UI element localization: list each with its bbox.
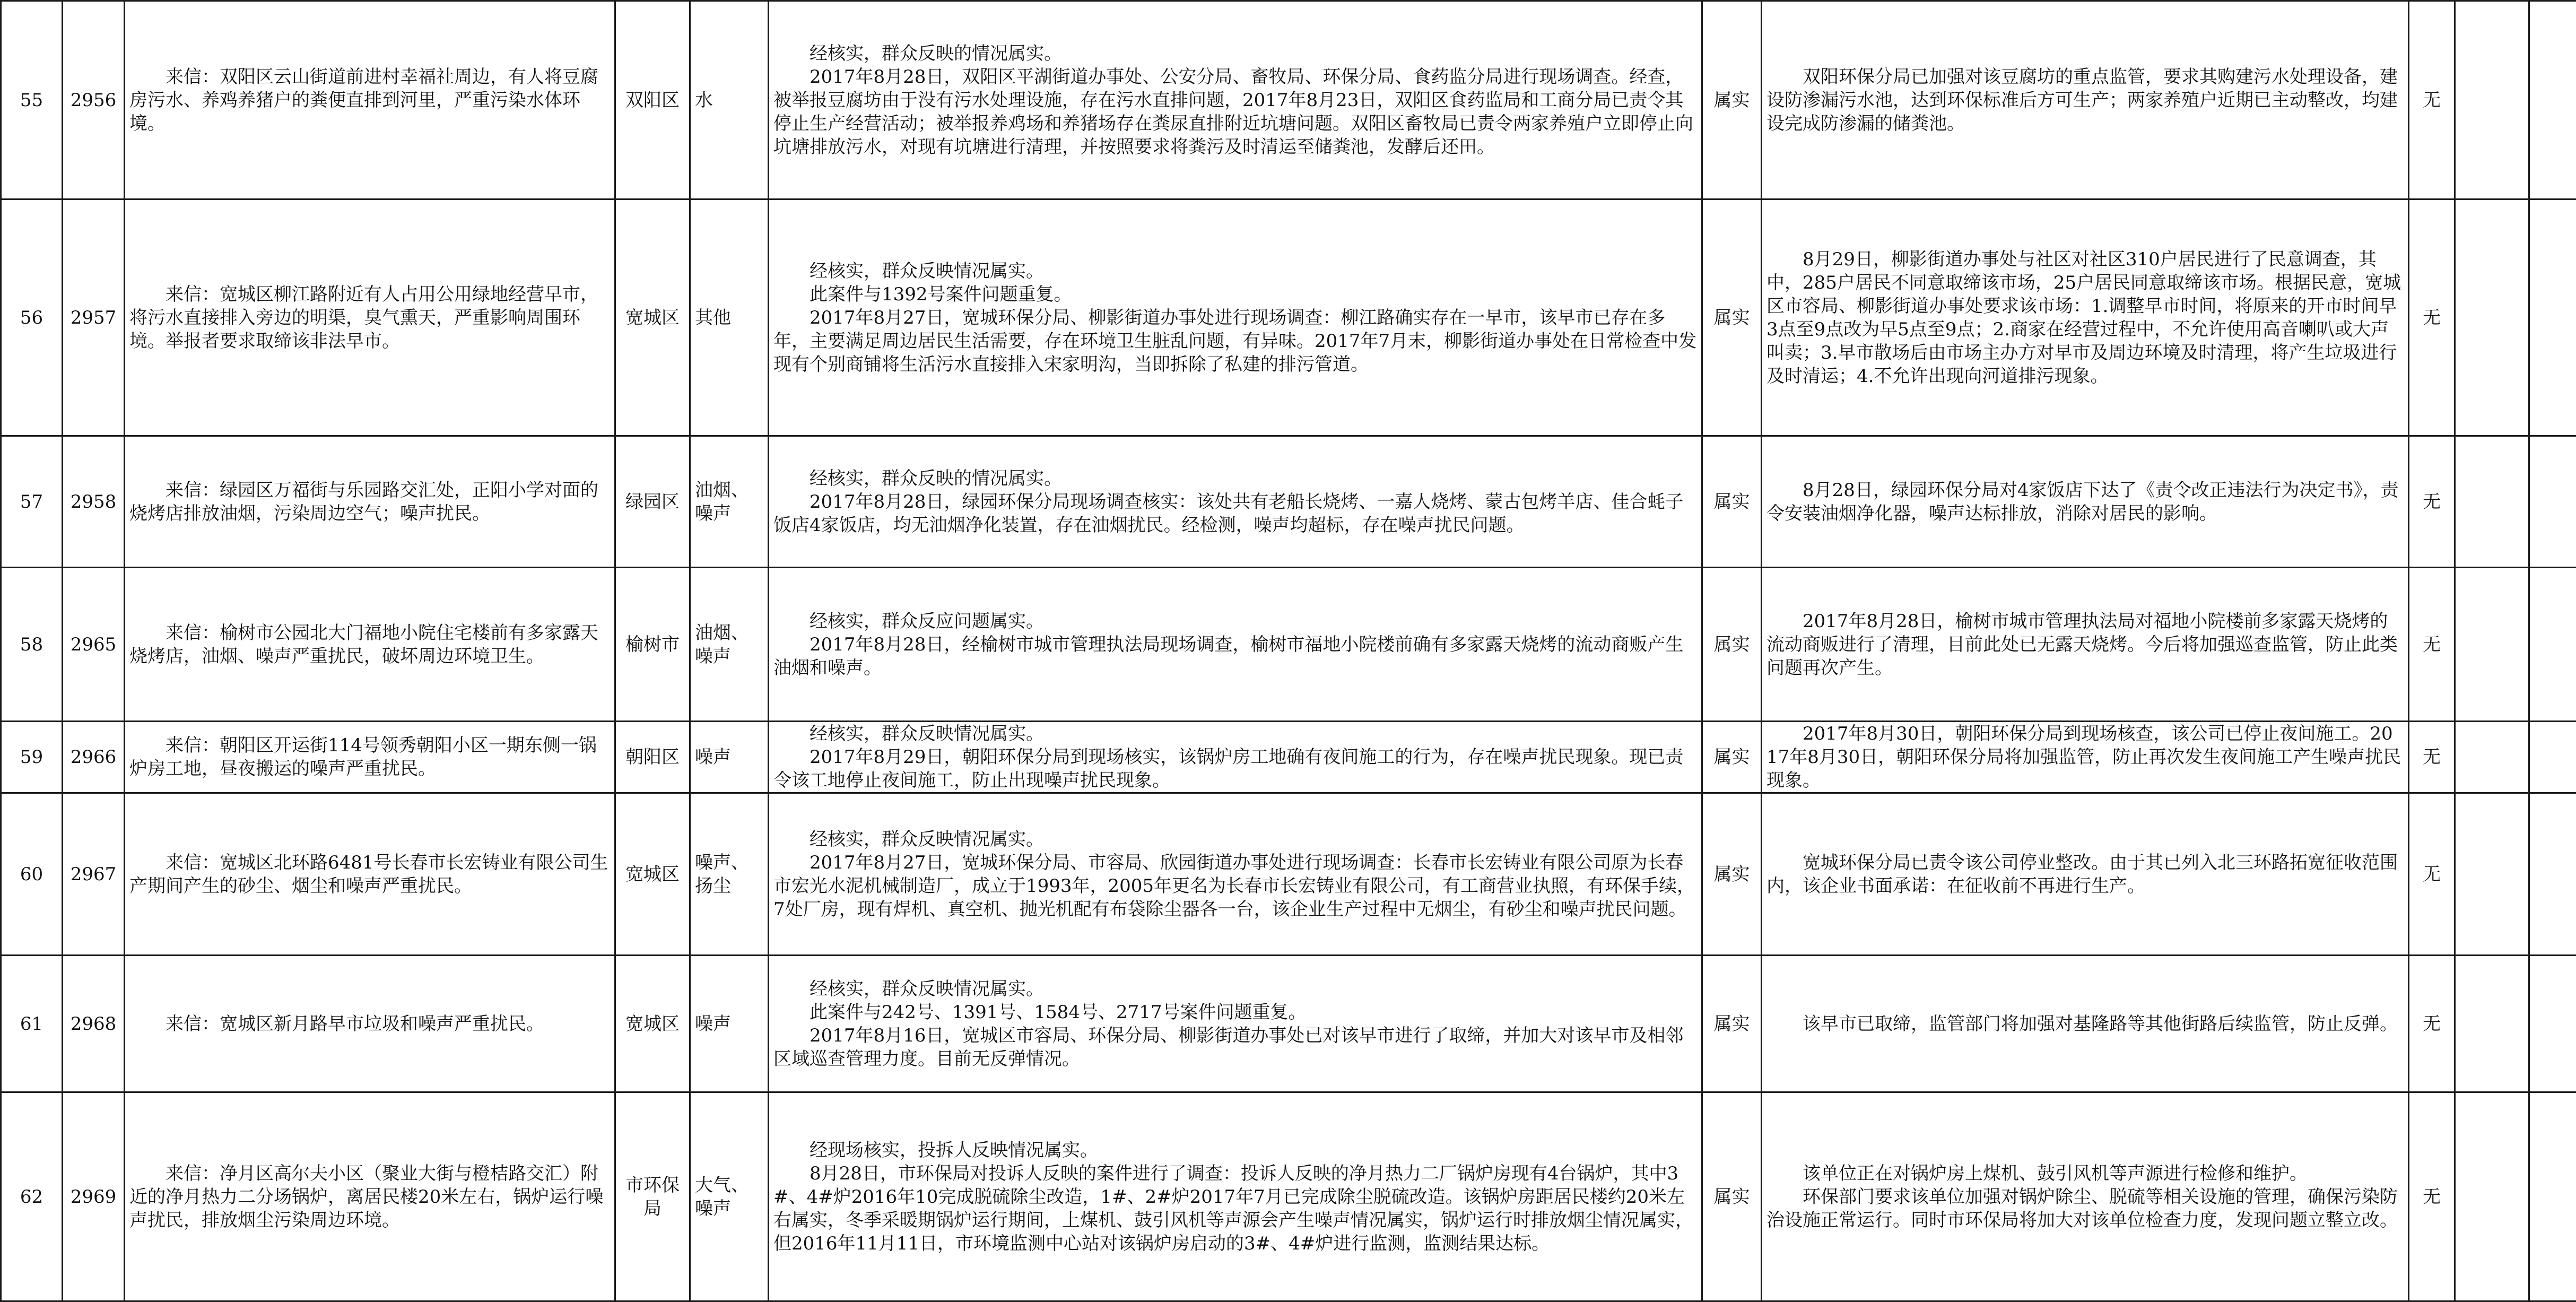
handling-cell — [1762, 199, 2409, 436]
handling-paragraph: 双阳环保分局已加强对该豆腐坊的重点监管，要求其购建污水处理设备，建设防渗漏污水池，达到环保标准后方可生产；两家养殖户近期已主动整改，均建设完成防渗漏的储粪池。 — [1766, 65, 2404, 135]
district-text: 宽城区 — [625, 307, 680, 328]
complaint-text: 来信：朝阳区开运街114号领秀朝阳小区一期东侧一锅炉房工地，昼夜搬运的噪声严重扰民。 — [129, 734, 610, 780]
district-cell — [615, 722, 690, 793]
no-text: 61 — [20, 1013, 43, 1035]
complaint-cell — [125, 793, 615, 956]
table-row — [1, 1092, 2576, 1301]
handling-paragraph: 该早市已取缔，监管部门将加强对基隆路等其他街路后续监管，防止反弹。 — [1766, 1012, 2404, 1036]
row-number-cell — [1, 199, 63, 436]
id-text: 2966 — [71, 747, 117, 768]
district-text: 双阳区 — [625, 90, 680, 111]
verdict-cell — [1702, 199, 1762, 436]
accountability-text: 无 — [2423, 747, 2441, 768]
table-row — [1, 1, 2576, 199]
complaint-text: 来信：双阳区云山街道前进村幸福社周边，有人将豆腐房污水、养鸡养猪户的粪便直排到河里，严重污染水体环境。 — [129, 65, 610, 135]
empty-cell — [2529, 1092, 2576, 1301]
pollution-type-cell — [690, 793, 769, 956]
id-text: 2956 — [71, 90, 117, 111]
row-number-cell — [1, 956, 63, 1092]
case-id-cell — [63, 199, 125, 436]
accountability-cell — [2409, 1, 2455, 199]
accountability-text: 无 — [2423, 1013, 2441, 1035]
verdict-cell — [1702, 722, 1762, 793]
investigation-cell — [769, 1, 1702, 199]
verdict-cell — [1702, 568, 1762, 722]
empty-cell — [2529, 956, 2576, 1092]
accountability-cell — [2409, 793, 2455, 956]
table-row — [1, 199, 2576, 436]
no-text: 57 — [20, 491, 43, 513]
complaint-cell — [125, 956, 615, 1092]
no-text: 60 — [20, 864, 43, 885]
investigation-cell — [769, 436, 1702, 568]
complaint-cell — [125, 722, 615, 793]
verdict-text: 属实 — [1714, 1186, 1750, 1208]
district-cell — [615, 793, 690, 956]
type-text: 其他 — [695, 307, 731, 328]
verdict-text: 属实 — [1714, 90, 1750, 111]
investigation-paragraph: 2017年8月27日，宽城环保分局、柳影街道办事处进行现场调查：柳江路确实存在一早市，该早市已存在多年，主要满足周边居民生活需要，存在环境卫生脏乱问题，有异味。2017年7月末，柳影街道办事处在日常检查中发现有个别商铺将生活污水直接排入宋家明沟，当即拆除了私建的排污管道。 — [773, 306, 1697, 376]
row-number-cell — [1, 722, 63, 793]
case-id-cell — [63, 793, 125, 956]
handling-cell — [1762, 436, 2409, 568]
case-id-cell — [63, 568, 125, 722]
id-text: 2958 — [71, 491, 117, 513]
empty-cell — [2529, 793, 2576, 956]
row-number-cell — [1, 568, 63, 722]
row-number-cell — [1, 1, 63, 199]
handling-cell — [1762, 1092, 2409, 1301]
accountability-cell — [2409, 956, 2455, 1092]
handling-cell — [1762, 793, 2409, 956]
district-text: 市环保局 — [625, 1175, 680, 1219]
type-text: 噪声 — [695, 747, 731, 768]
accountability-text: 无 — [2423, 1186, 2441, 1208]
case-id-cell — [63, 722, 125, 793]
accountability-text: 无 — [2423, 864, 2441, 885]
empty-cell — [2455, 722, 2529, 793]
no-text: 56 — [20, 307, 43, 328]
investigation-paragraph: 2017年8月28日，经榆树市城市管理执法局现场调查，榆树市福地小院楼前确有多家露天烧烤的流动商贩产生油烟和噪声。 — [773, 633, 1697, 680]
verdict-text: 属实 — [1714, 634, 1750, 655]
id-text: 2967 — [71, 864, 117, 885]
id-text: 2957 — [71, 307, 117, 328]
district-cell — [615, 1, 690, 199]
investigation-paragraph: 2017年8月29日，朝阳环保分局到现场核实，该锅炉房工地确有夜间施工的行为，存在噪声扰民现象。现已责令该工地停止夜间施工，防止出现噪声扰民现象。 — [773, 745, 1697, 792]
no-text: 58 — [20, 634, 43, 655]
accountability-cell — [2409, 722, 2455, 793]
district-cell — [615, 199, 690, 436]
verdict-text: 属实 — [1714, 1013, 1750, 1035]
complaint-cell — [125, 436, 615, 568]
verdict-cell — [1702, 956, 1762, 1092]
verdict-cell — [1702, 1, 1762, 199]
case-id-cell — [63, 956, 125, 1092]
type-text: 油烟、噪声 — [695, 480, 749, 524]
verdict-text: 属实 — [1714, 864, 1750, 885]
row-number-cell — [1, 793, 63, 956]
type-text: 噪声 — [695, 1013, 731, 1035]
investigation-paragraph: 此案件与1392号案件问题重复。 — [773, 283, 1697, 306]
empty-cell — [2455, 199, 2529, 436]
empty-cell — [2529, 436, 2576, 568]
complaint-text: 来信：宽城区新月路早市垃圾和噪声严重扰民。 — [129, 1012, 610, 1036]
pollution-type-cell — [690, 1, 769, 199]
district-text: 榆树市 — [625, 634, 680, 655]
handling-paragraph: 8月28日，绿园环保分局对4家饭店下达了《责令改正违法行为决定书》，责令安装油烟净化器，噪声达标排放，消除对居民的影响。 — [1766, 479, 2404, 525]
type-text: 噪声、扬尘 — [695, 852, 749, 897]
investigation-paragraph: 2017年8月28日，绿园环保分局现场调查核实：该处共有老船长烧烤、一嘉人烧烤、蒙古包烤羊店、佳合蚝子饭店4家饭店，均无油烟净化装置，存在油烟扰民。经检测，噪声均超标，存在噪声扰民问题。 — [773, 490, 1697, 537]
investigation-paragraph: 2017年8月16日，宽城区市容局、环保分局、柳影街道办事处已对该早市进行了取缔，并加大对该早市及相邻区域巡查管理力度。目前无反弹情况。 — [773, 1024, 1697, 1071]
type-text: 油烟、噪声 — [695, 622, 749, 667]
empty-cell — [2455, 1, 2529, 199]
no-text: 55 — [20, 90, 43, 111]
type-text: 大气、噪声 — [695, 1175, 749, 1219]
district-text: 朝阳区 — [625, 747, 680, 768]
investigation-cell — [769, 793, 1702, 956]
investigation-cell — [769, 568, 1702, 722]
case-id-cell — [63, 436, 125, 568]
investigation-cell — [769, 199, 1702, 436]
complaint-cell — [125, 1, 615, 199]
accountability-text: 无 — [2423, 491, 2441, 513]
accountability-cell — [2409, 568, 2455, 722]
complaint-text: 来信：宽城区北环路6481号长春市长宏铸业有限公司生产期间产生的砂尘、烟尘和噪声严重扰民。 — [129, 851, 610, 898]
handling-cell — [1762, 956, 2409, 1092]
investigation-paragraph: 此案件与242号、1391号、1584号、2717号案件问题重复。 — [773, 1001, 1697, 1024]
investigation-paragraph: 经核实，群众反映情况属实。 — [773, 259, 1697, 283]
investigation-paragraph: 经核实，群众反映情况属实。 — [773, 828, 1697, 851]
id-text: 2969 — [71, 1186, 117, 1208]
district-cell — [615, 956, 690, 1092]
investigation-paragraph: 2017年8月28日，双阳区平湖街道办事处、公安分局、畜牧局、环保分局、食药监分局进行现场调查。经查，被举报豆腐坊由于没有污水处理设施，存在污水直排问题，2017年8月23日，双阳区食药监局和工商分局已责令其停止生产经营活动；被举报养鸡场和养猪场存在粪尿直排附近坑塘问题。双阳区畜牧局已责令两家养殖户立即停止向坑塘排放污水，对现有坑塘进行清理，并按照要求将粪污及时清运至储粪池，发酵后还田。 — [773, 65, 1697, 159]
table-row — [1, 436, 2576, 568]
empty-cell — [2455, 793, 2529, 956]
table-row — [1, 722, 2576, 793]
pollution-type-cell — [690, 436, 769, 568]
investigation-paragraph: 经核实，群众反映的情况属实。 — [773, 467, 1697, 490]
district-cell — [615, 436, 690, 568]
complaint-cell — [125, 199, 615, 436]
handling-paragraph: 环保部门要求该单位加强对锅炉除尘、脱硫等相关设施的管理，确保污染防治设施正常运行。同时市环保局将加大对该单位检查力度，发现问题立整立改。 — [1766, 1185, 2404, 1232]
id-text: 2965 — [71, 634, 117, 655]
handling-paragraph: 该单位正在对锅炉房上煤机、鼓引风机等声源进行检修和维护。 — [1766, 1162, 2404, 1185]
empty-cell — [2529, 199, 2576, 436]
table-row — [1, 956, 2576, 1092]
empty-cell — [2529, 722, 2576, 793]
district-text: 绿园区 — [625, 491, 680, 513]
pollution-type-cell — [690, 1092, 769, 1301]
handling-cell — [1762, 722, 2409, 793]
no-text: 62 — [20, 1186, 43, 1208]
accountability-cell — [2409, 1092, 2455, 1301]
empty-cell — [2455, 1092, 2529, 1301]
investigation-cell — [769, 1092, 1702, 1301]
table-row — [1, 793, 2576, 956]
id-text: 2968 — [71, 1013, 117, 1035]
investigation-cell — [769, 956, 1702, 1092]
pollution-type-cell — [690, 722, 769, 793]
complaint-text: 来信：宽城区柳江路附近有人占用公用绿地经营早市，将污水直接排入旁边的明渠，臭气熏天，严重影响周围环境。举报者要求取缔该非法早市。 — [129, 283, 610, 353]
case-id-cell — [63, 1, 125, 199]
complaint-cell — [125, 568, 615, 722]
row-number-cell — [1, 1092, 63, 1301]
accountability-text: 无 — [2423, 307, 2441, 328]
investigation-paragraph: 经现场核实，投拆人反映情况属实。 — [773, 1139, 1697, 1162]
complaint-text: 来信：榆树市公园北大门福地小院住宅楼前有多家露天烧烤店，油烟、噪声严重扰民，破坏周边环境卫生。 — [129, 621, 610, 668]
verdict-text: 属实 — [1714, 491, 1750, 513]
accountability-text: 无 — [2423, 634, 2441, 655]
district-cell — [615, 568, 690, 722]
handling-cell — [1762, 568, 2409, 722]
investigation-paragraph: 经核实，群众反映的情况属实。 — [773, 42, 1697, 65]
row-number-cell — [1, 436, 63, 568]
district-text: 宽城区 — [625, 864, 680, 885]
district-text: 宽城区 — [625, 1013, 680, 1035]
pollution-type-cell — [690, 199, 769, 436]
accountability-cell — [2409, 199, 2455, 436]
no-text: 59 — [20, 747, 43, 768]
handling-cell — [1762, 1, 2409, 199]
investigation-paragraph: 经核实，群众反映情况属实。 — [773, 722, 1697, 745]
empty-cell — [2455, 568, 2529, 722]
verdict-cell — [1702, 1092, 1762, 1301]
verdict-cell — [1702, 436, 1762, 568]
accountability-text: 无 — [2423, 90, 2441, 111]
accountability-cell — [2409, 436, 2455, 568]
empty-cell — [2455, 956, 2529, 1092]
case-id-cell — [63, 1092, 125, 1301]
verdict-text: 属实 — [1714, 747, 1750, 768]
verdict-text: 属实 — [1714, 307, 1750, 328]
empty-cell — [2455, 436, 2529, 568]
investigation-paragraph: 2017年8月27日，宽城环保分局、市容局、欣园街道办事处进行现场调查：长春市长宏铸业有限公司原为长春市宏光水泥机械制造厂，成立于1993年，2005年更名为长春市长宏铸业有限公司，有工商营业执照，有环保手续，7处厂房，现有焊机、真空机、抛光机配有布袋除尘器各一台，该企业生产过程中无烟尘，有砂尘和噪声扰民问题。 — [773, 851, 1697, 921]
investigation-paragraph: 8月28日，市环保局对投诉人反映的案件进行了调查：投诉人反映的净月热力二厂锅炉房现有4台锅炉，其中3#、4#炉2016年10完成脱硫除尘改造，1#、2#炉2017年7月已完成除尘脱硫改造。该锅炉房距居民楼约20米左右属实，冬季采暖期锅炉运行期间，上煤机、鼓引风机等声源会产生噪声情况属实，锅炉运行时排放烟尘情况属实，但2016年11月11日，市环境监测中心站对该锅炉房启动的3#、4#炉进行监测，监测结果达标。 — [773, 1162, 1697, 1255]
table-row — [1, 568, 2576, 722]
district-cell — [615, 1092, 690, 1301]
investigation-paragraph: 经核实，群众反映情况属实。 — [773, 977, 1697, 1001]
complaint-cell — [125, 1092, 615, 1301]
investigation-cell — [769, 722, 1702, 793]
handling-paragraph: 2017年8月28日，榆树市城市管理执法局对福地小院楼前多家露天烧烤的流动商贩进行了清理，目前此处已无露天烧烤。今后将加强巡查监管，防止此类问题再次产生。 — [1766, 610, 2404, 680]
handling-paragraph: 8月29日，柳影街道办事处与社区对社区310户居民进行了民意调查，其中，285户居民不同意取缔该市场，25户居民同意取缔该市场。根据民意，宽城区市容局、柳影街道办事处要求该市场：1.调整早市时间，将原来的开市时间早3点至9点改为早5点至9点；2.商家在经营过程中，不允许使用高音喇叭或大声叫卖；3.早市散场后由市场主办方对早市及周边环境及时清理，将产生垃圾进行及时清运；4.不允许出现向河道排污现象。 — [1766, 248, 2404, 388]
verdict-cell — [1702, 793, 1762, 956]
empty-cell — [2529, 1, 2576, 199]
complaint-text: 来信：绿园区万福街与乐园路交汇处，正阳小学对面的烧烤店排放油烟，污染周边空气；噪声扰民。 — [129, 479, 610, 525]
handling-paragraph: 宽城环保分局已责令该公司停业整改。由于其已列入北三环路拓宽征收范围内，该企业书面承诺：在征收前不再进行生产。 — [1766, 851, 2404, 898]
empty-cell — [2529, 568, 2576, 722]
investigation-paragraph: 经核实，群众反应问题属实。 — [773, 610, 1697, 633]
pollution-type-cell — [690, 956, 769, 1092]
complaint-text: 来信：净月区高尔夫小区（聚业大街与橙桔路交汇）附近的净月热力二分场锅炉，离居民楼20米左右，锅炉运行噪声扰民，排放烟尘污染周边环境。 — [129, 1162, 610, 1232]
handling-paragraph: 2017年8月30日，朝阳环保分局到现场核查，该公司已停止夜间施工。2017年8月30日，朝阳环保分局将加强监管，防止再次发生夜间施工产生噪声扰民现象。 — [1766, 722, 2404, 792]
type-text: 水 — [695, 90, 713, 111]
pollution-type-cell — [690, 568, 769, 722]
